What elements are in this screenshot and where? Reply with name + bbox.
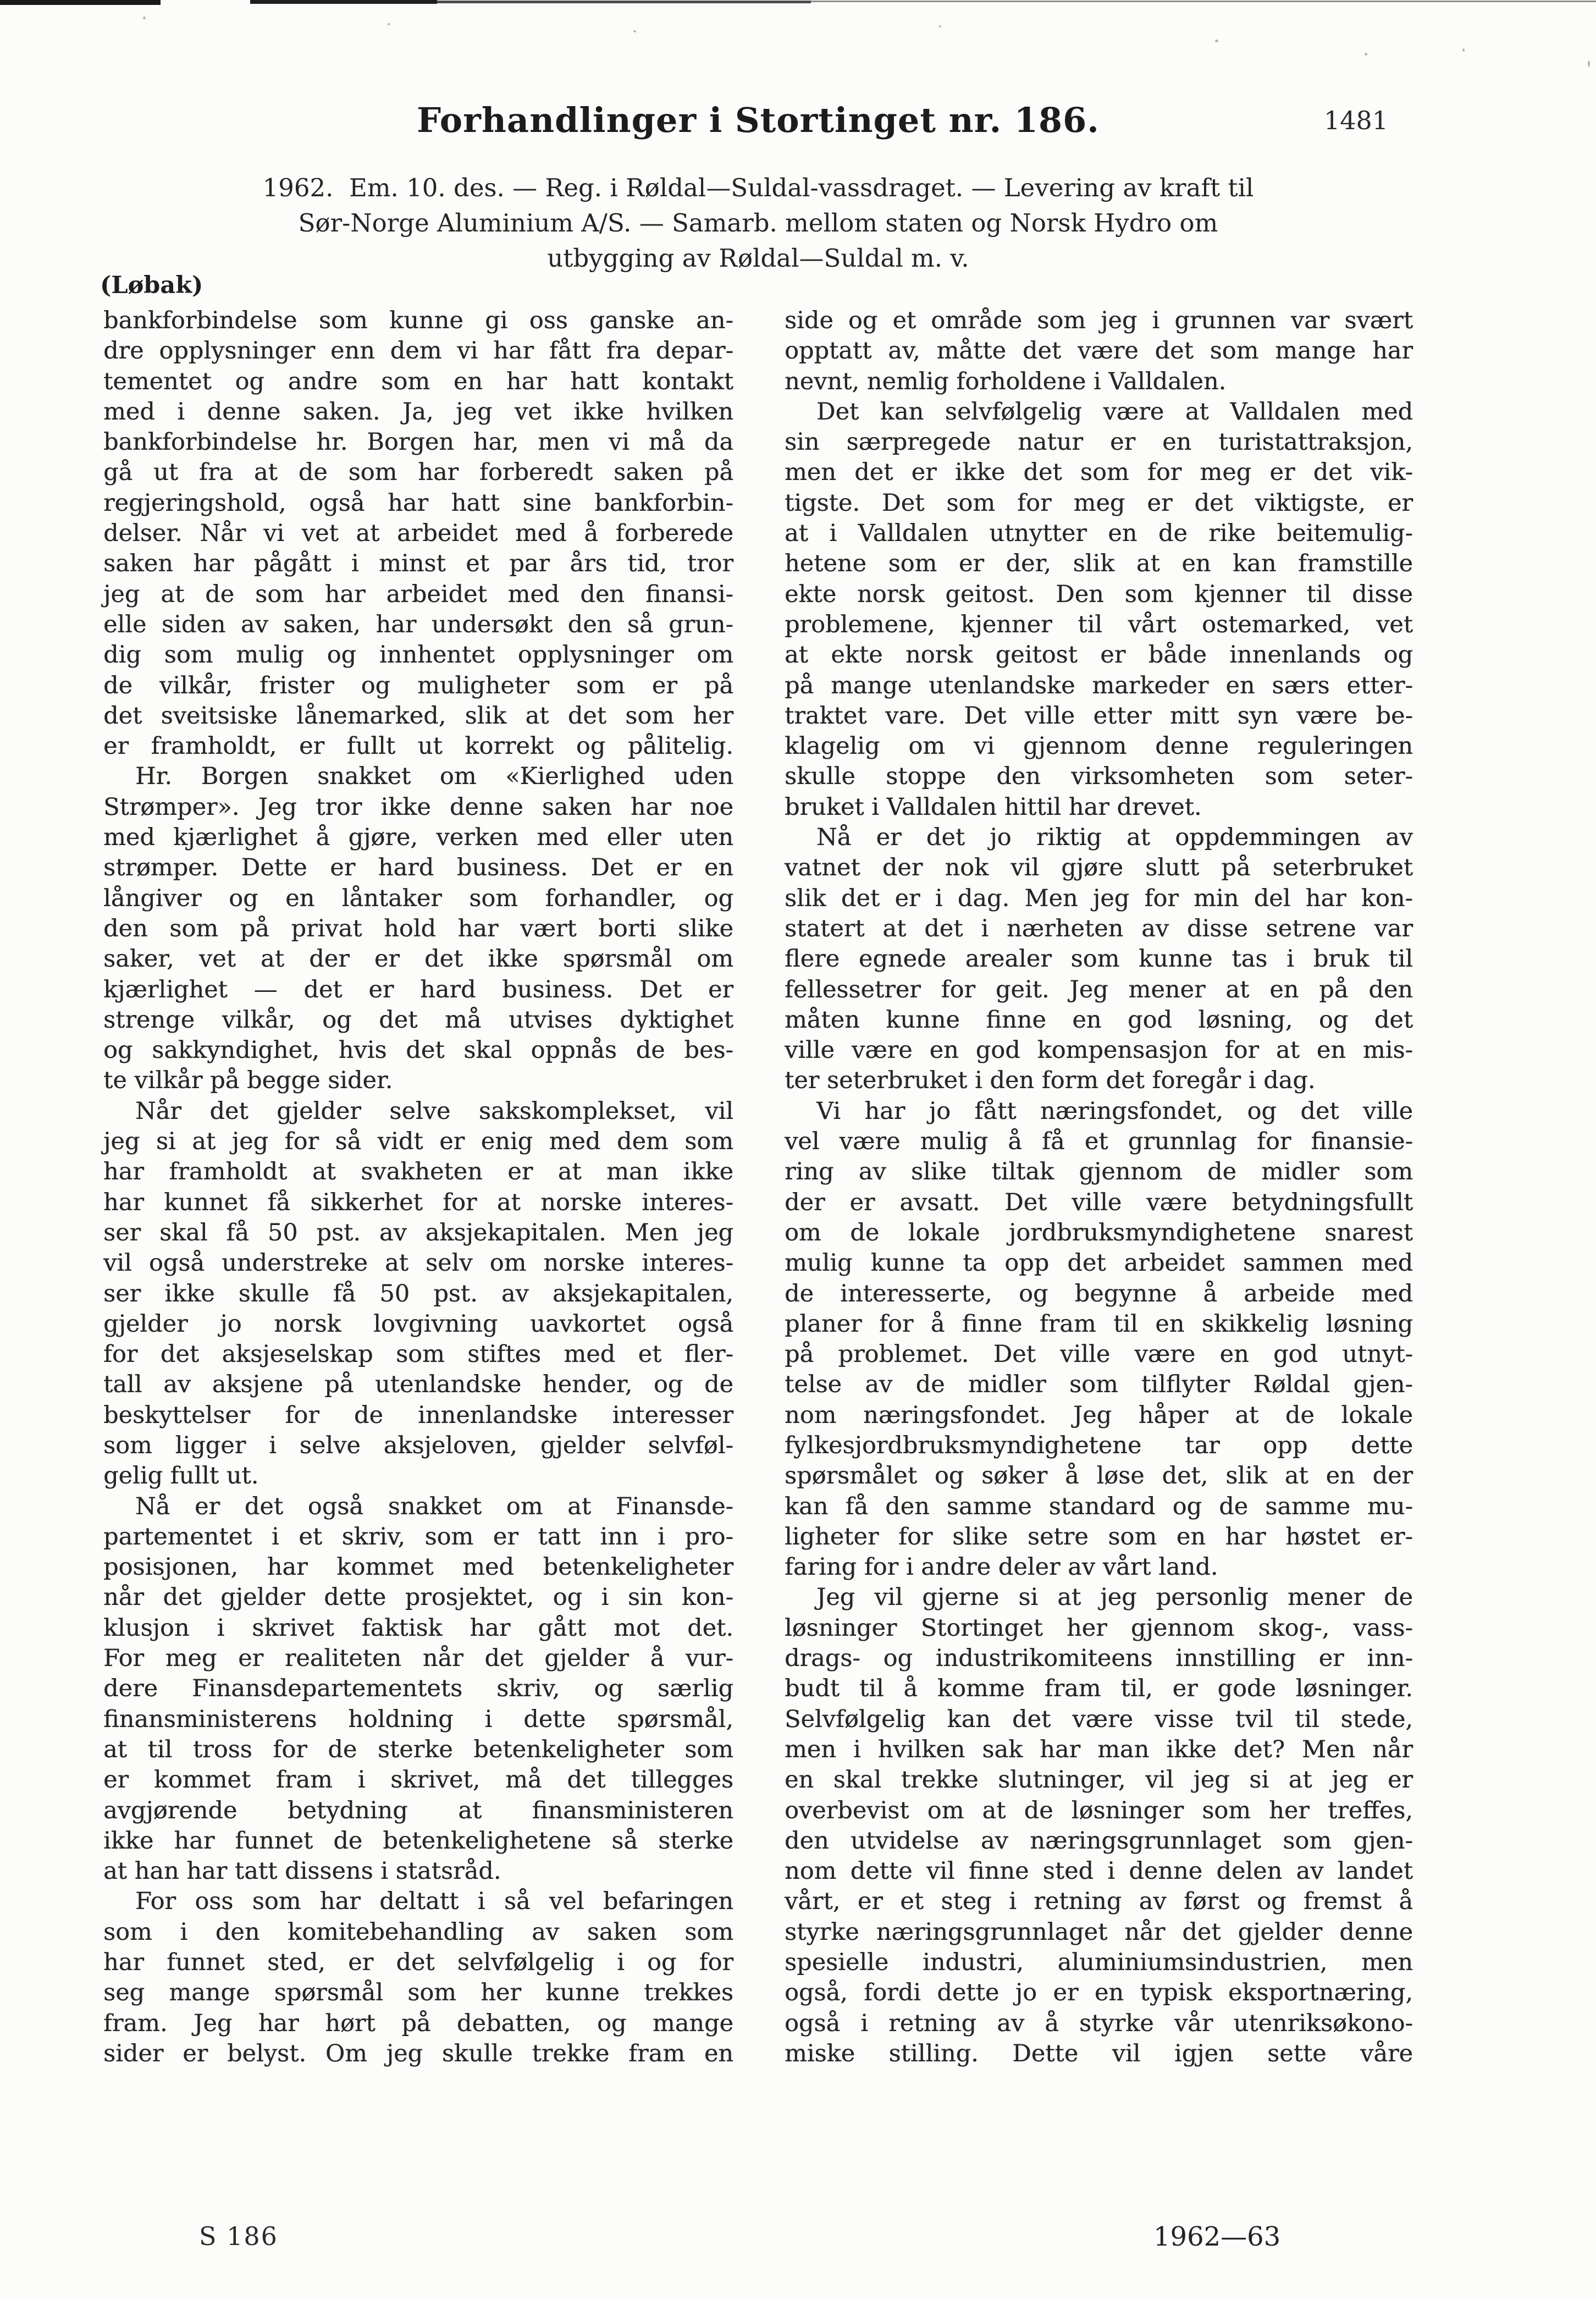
text-line: faring for i andre deler av vårt land. — [785, 1553, 1218, 1581]
text-line: drags- og industrikomiteens innstilling er inn- — [785, 1645, 1413, 1673]
text-line: gjelder jo norsk lovgivning uavkortet også — [103, 1310, 733, 1338]
sheet-signature: S 186 — [199, 2221, 278, 2251]
text-line: tementet og andre som en har hatt kontakt — [103, 367, 733, 395]
text-line: strømper. Dette er hard business. Det er en — [103, 854, 733, 882]
text-line: Hr. Borgen snakket om «Kierlighed uden — [135, 763, 733, 791]
case-subtitle — [103, 170, 1413, 276]
text-line: fellessetrer for geit. Jeg mener at en på den — [785, 975, 1413, 1003]
text-line: at i Valldalen utnytter en de rike beitemulig- — [785, 520, 1413, 548]
text-line: partementet i et skriv, som er tatt inn i pro- — [103, 1523, 733, 1551]
text-line: gelig fullt ut. — [103, 1462, 259, 1490]
text-line: kjærlighet — det er hard business. Det er — [103, 975, 733, 1003]
text-line: ring av slike tiltak gjennom de midler som — [785, 1158, 1413, 1186]
text-line: klusjon i skrivet faktisk har gått mot det. — [103, 1614, 733, 1642]
text-line: ter seterbruket i den form det foregår i dag. — [785, 1067, 1316, 1095]
text-line: Vi har jo fått næringsfondet, og det ville — [816, 1097, 1413, 1125]
text-line: de interesserte, og begynne å arbeide med — [785, 1279, 1413, 1308]
text-line: også i retning av å styrke vår utenriksøkono- — [785, 2009, 1413, 2037]
text-line: planer for å finne fram til en skikkelig løsning — [785, 1310, 1413, 1338]
scan-artifact-bar — [250, 0, 437, 4]
scan-speck — [633, 30, 636, 32]
subtitle-line: Sør-Norge Aluminium A/S. — Samarb. mellom staten og Norsk Hydro om — [298, 208, 1218, 238]
text-line: spørsmålet og søker å løse det, slik at en der — [785, 1462, 1413, 1490]
scan-speck — [388, 23, 390, 25]
text-line: en skal trekke slutninger, vil jeg si at jeg er — [785, 1766, 1413, 1794]
column-right — [785, 306, 1413, 2069]
text-line: dre opplysninger enn dem vi har fått fra depar- — [103, 337, 733, 365]
text-line: beskyttelser for de innenlandske interesser — [103, 1401, 733, 1429]
text-line: på problemet. Det ville være en god utnyt- — [785, 1341, 1413, 1369]
text-line: fylkesjordbruksmyndighetene tar opp dette — [785, 1431, 1413, 1459]
text-line: måten kunne finne en god løsning, og det — [785, 1006, 1413, 1034]
text-line: at til tross for de sterke betenkeligheter som — [103, 1735, 733, 1763]
text-line: problemene, kjenner til vårt ostemarked, vet — [785, 610, 1413, 638]
text-line: Strømper». Jeg tror ikke denne saken har noe — [103, 793, 733, 821]
text-line: regjeringshold, også har hatt sine bankforbin- — [103, 489, 733, 517]
text-line: som ligger i selve aksjeloven, gjelder selvføl- — [103, 1431, 733, 1459]
text-line: tall av aksjene på utenlandske hender, og de — [103, 1371, 733, 1399]
text-line: men i hvilken sak har man ikke det? Men når — [785, 1735, 1413, 1763]
text-line: spesielle industri, aluminiumsindustrien, men — [785, 1949, 1413, 1977]
text-line: ville være en god kompensasjon for at en mis- — [785, 1036, 1413, 1064]
text-line: har framholdt at svakheten er at man ikke — [103, 1158, 733, 1186]
text-line: der er avsatt. Det ville være betydningsfullt — [785, 1188, 1413, 1216]
text-line: men det er ikke det som for meg er det vik- — [785, 459, 1413, 487]
text-line: Når det gjelder selve sakskomplekset, vil — [135, 1097, 733, 1125]
text-line: Nå er det også snakket om at Finansde- — [135, 1492, 733, 1520]
text-line: gå ut fra at de som har forberedt saken på — [103, 459, 733, 487]
text-line: side og et område som jeg i grunnen var svært — [785, 307, 1413, 334]
text-line: vårt, er et steg i retning av først og fremst å — [785, 1888, 1413, 1916]
scan-speck — [1365, 53, 1367, 56]
text-line: långiver og en låntaker som forhandler, og — [103, 884, 733, 912]
text-line: nom næringsfondet. Jeg håper at de lokale — [785, 1401, 1413, 1429]
text-line: vil også understreke at selv om norske interes- — [103, 1249, 733, 1277]
text-line: er framholdt, er fullt ut korrekt og pålitelig. — [103, 732, 733, 760]
text-line: opptatt av, måtte det være det som mange har — [785, 337, 1413, 365]
text-line: sin særpregede natur er en turistattraksjon, — [785, 428, 1413, 456]
text-line: Nå er det jo riktig at oppdemmingen av — [816, 824, 1413, 852]
text-line: flere egnede arealer som kunne tas i bruk til — [785, 945, 1413, 973]
text-line: saken har pågått i minst et par års tid, tror — [103, 550, 733, 578]
text-line: mulig kunne ta opp det arbeidet sammen med — [785, 1249, 1413, 1277]
text-line: jeg si at jeg for så vidt er enig med dem som — [103, 1128, 733, 1156]
scan-speck — [939, 25, 941, 27]
text-line: når det gjelder dette prosjektet, og i sin kon- — [103, 1584, 733, 1612]
text-line: sider er belyst. Om jeg skulle trekke fram en — [103, 2039, 733, 2067]
text-line: også, fordi dette jo er en typisk eksportnæring, — [785, 1979, 1413, 2007]
text-line: te vilkår på begge sider. — [103, 1067, 393, 1095]
scan-speck — [1588, 60, 1590, 67]
text-line: har funnet sted, er det selvfølgelig i og for — [103, 1949, 733, 1977]
text-line: delser. Når vi vet at arbeidet med å forberede — [103, 520, 733, 548]
text-line: budt til å komme fram til, er gode løsninger. — [785, 1675, 1413, 1703]
text-line: jeg at de som har arbeidet med den finansi- — [103, 580, 733, 608]
text-line: traktet vare. Det ville etter mitt syn være be- — [785, 702, 1413, 730]
scan-speck — [1215, 40, 1218, 42]
text-line: hetene som er der, slik at en kan framstille — [785, 550, 1413, 578]
text-line: med kjærlighet å gjøre, verken med eller uten — [103, 824, 733, 852]
text-line: Det kan selvfølgelig være at Valldalen med — [816, 398, 1413, 426]
text-line: avgjørende betydning at finansministeren — [103, 1796, 733, 1824]
text-line: er kommet fram i skrivet, må det tillegges — [103, 1766, 733, 1794]
text-line: ser ikke skulle få 50 pst. av aksjekapitalen, — [103, 1279, 733, 1308]
text-line: Selvfølgelig kan det være visse tvil til stede, — [785, 1705, 1413, 1733]
text-line: finansministerens holdning i dette spørsmål, — [103, 1705, 733, 1733]
text-line: nom dette vil finne sted i denne delen av landet — [785, 1857, 1413, 1885]
text-line: styrke næringsgrunnlaget når det gjelder denne — [785, 1918, 1413, 1946]
text-line: at han har tatt dissens i statsråd. — [103, 1857, 501, 1885]
text-line: fram. Jeg har hørt på debatten, og mange — [103, 2009, 733, 2037]
scan-artifact-bar — [437, 1, 811, 3]
text-line: med i denne saken. Ja, jeg vet ikke hvilken — [103, 398, 733, 426]
text-line: bankforbindelse hr. Borgen har, men vi må da — [103, 428, 733, 456]
text-line: For meg er realiteten når det gjelder å vur- — [103, 1645, 733, 1673]
text-line: miske stilling. Dette vil igjen sette våre — [785, 2039, 1413, 2067]
text-line: vel være mulig å få et grunnlag for finansie- — [785, 1128, 1413, 1156]
page-title: Forhandlinger i Stortinget nr. 186. — [417, 100, 1100, 140]
text-line: om de lokale jordbruksmyndighetene snarest — [785, 1218, 1413, 1246]
text-line: ikke har funnet de betenkelighetene så sterke — [103, 1827, 733, 1855]
page-number: 1481 — [1324, 106, 1389, 135]
text-line: ligheter for slike setre som en har høstet er- — [785, 1523, 1413, 1551]
scan-artifact-bar — [811, 1, 1596, 2]
subtitle-line: 1962. Em. 10. des. — Reg. i Røldal—Suldal-vassdraget. — Levering av kraft til — [262, 173, 1254, 202]
text-line: skulle stoppe den virksomheten som seter- — [785, 763, 1413, 791]
subtitle-line: utbygging av Røldal—Suldal m. v. — [547, 244, 969, 273]
text-line: overbevist om at de løsninger som her treffes, — [785, 1796, 1413, 1824]
text-line: bruket i Valldalen hittil har drevet. — [785, 793, 1202, 821]
text-line: slik det er i dag. Men jeg for min del har kon- — [785, 884, 1413, 912]
text-line: den utvidelse av næringsgrunnlaget som gjen- — [785, 1827, 1413, 1855]
session-years: 1962—63 — [1153, 2221, 1281, 2252]
text-line: For oss som har deltatt i så vel befaringen — [135, 1888, 733, 1916]
text-line: strenge vilkår, og det må utvises dyktighet — [103, 1006, 733, 1034]
text-line: som i den komitebehandling av saken som — [103, 1918, 733, 1946]
text-line: saker, vet at der er det ikke spørsmål om — [103, 945, 733, 973]
text-line: for det aksjeselskap som stiftes med et fler- — [103, 1341, 733, 1369]
text-line: de vilkår, frister og muligheter som er på — [103, 671, 733, 699]
text-line: kan få den samme standard og de samme mu- — [785, 1492, 1413, 1520]
text-line: elle siden av saken, har undersøkt den så grun- — [103, 610, 733, 638]
text-line: og sakkyndighet, hvis det skal oppnås de bes- — [103, 1036, 733, 1064]
text-line: den som på privat hold har vært borti slike — [103, 914, 733, 942]
scan-speck — [143, 16, 146, 19]
speaker-continuation-label: (Løbak) — [100, 272, 203, 299]
text-line: at ekte norsk geitost er både innenlands og — [785, 641, 1413, 669]
text-line: posisjonen, har kommet med betenkeligheter — [103, 1553, 733, 1581]
text-line: det sveitsiske lånemarked, slik at det som her — [103, 702, 733, 730]
text-columns — [103, 306, 1413, 2069]
column-left — [103, 306, 733, 2069]
text-line: ekte norsk geitost. Den som kjenner til disse — [785, 580, 1413, 608]
text-line: ser skal få 50 pst. av aksjekapitalen. Men jeg — [103, 1218, 733, 1246]
text-line: seg mange spørsmål som her kunne trekkes — [103, 1979, 733, 2007]
text-line: nevnt, nemlig forholdene i Valldalen. — [785, 367, 1227, 395]
scan-speck — [1462, 48, 1465, 52]
text-line: klagelig om vi gjennom denne reguleringen — [785, 732, 1413, 760]
text-line: har kunnet få sikkerhet for at norske interes- — [103, 1188, 733, 1216]
text-line: vatnet der nok vil gjøre slutt på seterbruket — [785, 854, 1413, 882]
text-line: Jeg vil gjerne si at jeg personlig mener de — [816, 1584, 1413, 1612]
text-line: statert at det i nærheten av disse setrene var — [785, 914, 1413, 942]
text-line: tigste. Det som for meg er det viktigste, er — [785, 489, 1413, 517]
text-line: på mange utenlandske markeder en særs etter- — [785, 671, 1413, 699]
text-line: dere Finansdepartementets skriv, og særlig — [103, 1675, 733, 1703]
text-line: bankforbindelse som kunne gi oss ganske an- — [103, 307, 733, 334]
scan-artifact-bar — [0, 0, 161, 5]
text-line: telse av de midler som tilflyter Røldal gjen- — [785, 1371, 1413, 1399]
text-line: dig som mulig og innhentet opplysninger om — [103, 641, 733, 669]
text-line: løsninger Stortinget her gjennom skog-, vass- — [785, 1614, 1413, 1642]
